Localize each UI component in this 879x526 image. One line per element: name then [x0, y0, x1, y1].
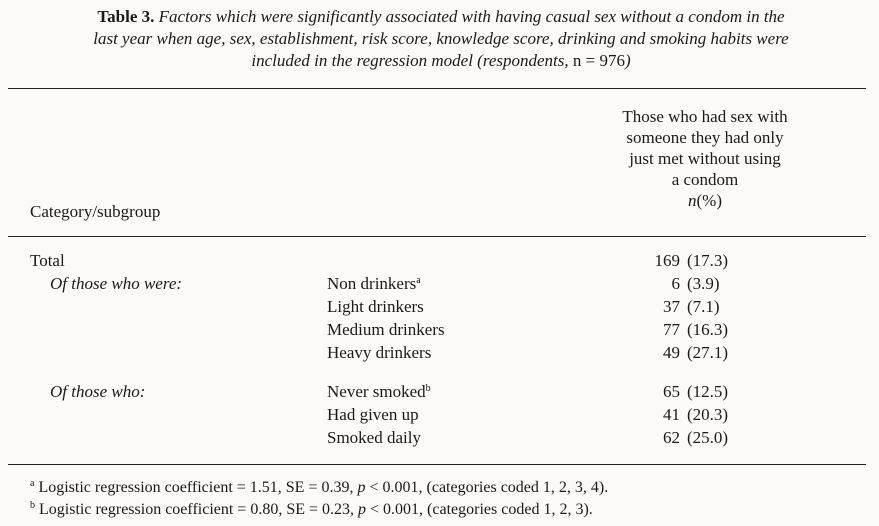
table-row-n: 41	[663, 405, 680, 424]
table-row-n: 65	[663, 382, 680, 401]
table-row-label: Non drinkers$^a$	[327, 274, 421, 293]
col-header-line-4: a condom	[671, 170, 739, 189]
col-header-line-2: someone they had only	[626, 128, 784, 147]
total-n: 169	[654, 251, 680, 270]
table-row-pct: (25.0)	[687, 428, 729, 447]
table-caption	[8, 6, 874, 72]
table-row-n: 49	[663, 343, 680, 362]
caption-close: )	[624, 51, 631, 70]
table-row-pct: (7.1)	[687, 297, 720, 316]
table-row-n: 6	[671, 274, 680, 293]
footnote-b: $^b$ Logistic regression coefficient = 0.80, SE = 0.23, p < 0.001, (categories coded 1, 2, 3).	[30, 500, 593, 518]
table-row-pct: (12.5)	[687, 382, 729, 401]
footnote-a: $^a$ Logistic regression coefficient = 1.51, SE = 0.39, p < 0.001, (categories coded 1, 2, 3, 4).	[30, 478, 609, 496]
table-row-label: Medium drinkers	[327, 320, 445, 339]
col-unit-pct: (%)	[696, 191, 722, 210]
column-header	[555, 106, 855, 211]
bottom-rule	[8, 464, 866, 465]
table-row-label: Heavy drinkers	[327, 343, 432, 362]
table-row-label: Smoked daily	[327, 428, 421, 447]
table-row-n: 77	[663, 320, 680, 339]
group-smoking: Of those who:	[50, 382, 146, 401]
table-row-pct: (20.3)	[687, 405, 729, 424]
group-drinking: Of those who were:	[50, 274, 183, 293]
category-header: Category/subgroup	[30, 202, 161, 221]
table-label: Table 3.	[97, 7, 155, 26]
col-unit-n: n	[688, 191, 697, 210]
table-row-label: Light drinkers	[327, 297, 424, 316]
caption-n: n = 976	[572, 51, 625, 70]
col-header-line-1: Those who had sex with	[622, 107, 788, 126]
table-row-n: 37	[663, 297, 680, 316]
caption-line-3: included in the regression model (respondents,	[251, 51, 569, 70]
caption-line-1: Factors which were significantly associated with having casual sex without a condom in the	[158, 7, 785, 26]
table-row-pct: (27.1)	[687, 343, 729, 362]
table-row-pct: (16.3)	[687, 320, 729, 339]
top-rule	[8, 88, 866, 89]
total-label: Total	[30, 251, 65, 270]
table-row-n: 62	[663, 428, 680, 447]
table-row-label: Never smoked$^b$	[327, 382, 431, 401]
caption-line-2: last year when age, sex, establishment, risk score, knowledge score, drinking and smoking habits were	[93, 29, 789, 48]
table-row-pct: (3.9)	[687, 274, 720, 293]
table-row-label: Had given up	[327, 405, 419, 424]
header-rule	[8, 236, 866, 237]
total-pct: (17.3)	[687, 251, 729, 270]
col-header-line-3: just met without using	[629, 149, 781, 168]
